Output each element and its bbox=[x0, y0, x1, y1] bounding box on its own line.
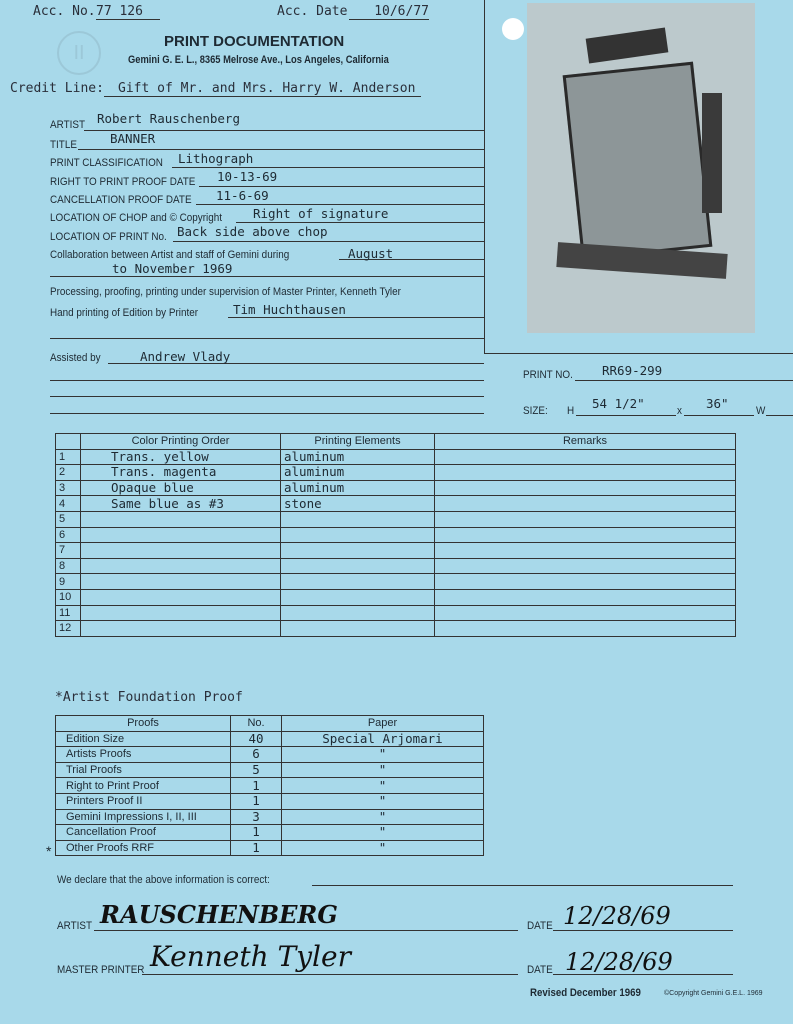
master-printer-signature: Kenneth Tyler bbox=[150, 940, 351, 973]
printer-value: Tim Huchthausen bbox=[233, 302, 346, 317]
remarks-cell bbox=[435, 589, 736, 605]
proof-row bbox=[56, 793, 484, 809]
color-order-cell bbox=[81, 543, 281, 559]
proof-row bbox=[56, 731, 484, 747]
collaboration-value-cont: to November 1969 bbox=[112, 261, 233, 276]
chop-location-value: Right of signature bbox=[253, 206, 389, 221]
remarks-cell bbox=[435, 605, 736, 621]
x-label: x bbox=[677, 405, 682, 417]
row-number: 7 bbox=[56, 543, 81, 559]
color-order-cell bbox=[81, 558, 281, 574]
color-order-cell bbox=[81, 621, 281, 637]
color-order-cell bbox=[81, 511, 281, 527]
paper-cell: " bbox=[282, 825, 484, 841]
color-row bbox=[56, 543, 736, 559]
printing-element-cell bbox=[281, 574, 435, 590]
color-row bbox=[56, 480, 736, 496]
paper-cell: " bbox=[282, 840, 484, 856]
paper-cell: Special Arjomari bbox=[282, 731, 484, 747]
proofs-table bbox=[55, 715, 484, 856]
color-order-cell bbox=[81, 527, 281, 543]
color-printing-table bbox=[55, 433, 736, 637]
acc-no-label: Acc. No. bbox=[33, 4, 96, 19]
proof-row bbox=[56, 825, 484, 841]
header-no: No. bbox=[231, 716, 282, 732]
proof-count-cell: 5 bbox=[231, 762, 282, 778]
color-order-cell: Same blue as #3 bbox=[81, 496, 281, 512]
proof-row bbox=[56, 809, 484, 825]
row-number: 9 bbox=[56, 574, 81, 590]
proof-type-cell: Gemini Impressions I, II, III bbox=[56, 809, 231, 825]
proof-row bbox=[56, 762, 484, 778]
proof-count-cell: 1 bbox=[231, 778, 282, 794]
row-number: 2 bbox=[56, 465, 81, 481]
width-value: 36" bbox=[706, 396, 729, 411]
color-order-cell bbox=[81, 574, 281, 590]
printing-element-cell: aluminum bbox=[281, 480, 435, 496]
processing-text: Processing, proofing, printing under supervision of Master Printer, Kenneth Tyler bbox=[50, 286, 401, 298]
print-no-value: RR69-299 bbox=[602, 363, 663, 378]
color-row bbox=[56, 511, 736, 527]
orange-crate-image bbox=[563, 62, 713, 261]
print-photo bbox=[527, 3, 755, 333]
printer-date: 12/28/69 bbox=[565, 948, 673, 976]
printing-element-cell: aluminum bbox=[281, 465, 435, 481]
color-order-cell: Trans. yellow bbox=[81, 449, 281, 465]
master-printer-label: MASTER PRINTER bbox=[57, 964, 145, 976]
artist-date: 12/28/69 bbox=[563, 902, 671, 930]
proof-count-cell: 40 bbox=[231, 731, 282, 747]
color-order-cell: Trans. magenta bbox=[81, 465, 281, 481]
printing-element-cell: stone bbox=[281, 496, 435, 512]
brush-stroke bbox=[702, 93, 722, 213]
artist-date-label: DATE bbox=[527, 920, 553, 932]
chop-location-label: LOCATION OF CHOP and © Copyright bbox=[50, 212, 222, 224]
proof-type-cell: Cancellation Proof bbox=[56, 825, 231, 841]
header-proofs: Proofs bbox=[56, 716, 231, 732]
color-row bbox=[56, 589, 736, 605]
remarks-cell bbox=[435, 496, 736, 512]
paper-cell: " bbox=[282, 747, 484, 763]
proof-count-cell: 6 bbox=[231, 747, 282, 763]
remarks-cell bbox=[435, 621, 736, 637]
asterisk-mark: * bbox=[46, 843, 52, 859]
row-number: 6 bbox=[56, 527, 81, 543]
header-color-order: Color Printing Order bbox=[81, 434, 281, 450]
color-order-cell bbox=[81, 589, 281, 605]
color-row bbox=[56, 527, 736, 543]
proof-count-cell: 1 bbox=[231, 825, 282, 841]
brush-stroke bbox=[586, 28, 669, 64]
acc-date: 10/6/77 bbox=[349, 4, 429, 20]
row-number: 3 bbox=[56, 480, 81, 496]
credit-line: Gift of Mr. and Mrs. Harry W. Anderson bbox=[104, 81, 421, 97]
row-number: 4 bbox=[56, 496, 81, 512]
color-row bbox=[56, 621, 736, 637]
rtp-date-label: RIGHT TO PRINT PROOF DATE bbox=[50, 176, 196, 188]
printing-element-cell bbox=[281, 558, 435, 574]
title-value: BANNER bbox=[110, 131, 156, 146]
row-number: 1 bbox=[56, 449, 81, 465]
proof-count-cell: 3 bbox=[231, 809, 282, 825]
row-number: 10 bbox=[56, 589, 81, 605]
proof-count-cell: 1 bbox=[231, 793, 282, 809]
proof-type-cell: Edition Size bbox=[56, 731, 231, 747]
color-row bbox=[56, 496, 736, 512]
paper-cell: " bbox=[282, 778, 484, 794]
color-order-cell bbox=[81, 605, 281, 621]
foundation-proof-note: *Artist Foundation Proof bbox=[55, 690, 243, 705]
header-printing-elements: Printing Elements bbox=[281, 434, 435, 450]
remarks-cell bbox=[435, 527, 736, 543]
color-row bbox=[56, 605, 736, 621]
proof-type-cell: Other Proofs RRF bbox=[56, 840, 231, 856]
artist-sign-label: ARTIST bbox=[57, 920, 93, 932]
title-label: TITLE bbox=[50, 139, 77, 151]
printing-element-cell bbox=[281, 527, 435, 543]
artist-label: ARTIST bbox=[50, 119, 86, 131]
collaboration-label: Collaboration between Artist and staff of Gemini during bbox=[50, 249, 290, 261]
row-number: 8 bbox=[56, 558, 81, 574]
remarks-cell bbox=[435, 511, 736, 527]
acc-no: 77 126 bbox=[96, 4, 160, 20]
print-no-label: PRINT NO. bbox=[523, 369, 573, 381]
revised-text: Revised December 1969 bbox=[530, 987, 641, 999]
printing-element-cell bbox=[281, 605, 435, 621]
remarks-cell bbox=[435, 558, 736, 574]
w-label: W bbox=[756, 405, 766, 417]
artist-signature: RAUSCHENBERG bbox=[100, 900, 338, 929]
paper-cell: " bbox=[282, 809, 484, 825]
color-row bbox=[56, 465, 736, 481]
gemini-logo: II bbox=[57, 31, 101, 75]
color-row bbox=[56, 558, 736, 574]
paper-cell: " bbox=[282, 762, 484, 778]
rtp-date-value: 10-13-69 bbox=[217, 169, 278, 184]
proof-type-cell: Trial Proofs bbox=[56, 762, 231, 778]
paper-cell: " bbox=[282, 793, 484, 809]
proof-type-cell: Artists Proofs bbox=[56, 747, 231, 763]
printing-element-cell bbox=[281, 589, 435, 605]
proof-row bbox=[56, 778, 484, 794]
proof-row bbox=[56, 840, 484, 856]
artist-value: Robert Rauschenberg bbox=[97, 111, 240, 126]
print-no-location-label: LOCATION OF PRINT No. bbox=[50, 231, 167, 243]
proof-type-cell: Printers Proof II bbox=[56, 793, 231, 809]
remarks-cell bbox=[435, 574, 736, 590]
assisted-by-value: Andrew Vlady bbox=[140, 349, 231, 364]
classification-label: PRINT CLASSIFICATION bbox=[50, 157, 163, 169]
remarks-cell bbox=[435, 480, 736, 496]
size-label: SIZE: bbox=[523, 405, 548, 417]
color-row bbox=[56, 574, 736, 590]
gemini-address: Gemini G. E. L., 8365 Melrose Ave., Los Angeles, California bbox=[128, 54, 389, 66]
cancellation-date-value: 11-6-69 bbox=[216, 188, 269, 203]
credit-line-label: Credit Line: bbox=[10, 81, 104, 96]
remarks-cell bbox=[435, 543, 736, 559]
row-number: 12 bbox=[56, 621, 81, 637]
proof-count-cell: 1 bbox=[231, 840, 282, 856]
hand-printing-label: Hand printing of Edition by Printer bbox=[50, 307, 199, 319]
acc-date-label: Acc. Date bbox=[277, 4, 348, 19]
proof-type-cell: Right to Print Proof bbox=[56, 778, 231, 794]
color-row bbox=[56, 449, 736, 465]
printing-element-cell bbox=[281, 511, 435, 527]
color-order-cell: Opaque blue bbox=[81, 480, 281, 496]
row-number: 5 bbox=[56, 511, 81, 527]
proof-row bbox=[56, 747, 484, 763]
assisted-by-label: Assisted by bbox=[50, 352, 101, 364]
print-no-location-value: Back side above chop bbox=[177, 224, 328, 239]
printing-element-cell bbox=[281, 621, 435, 637]
row-number: 11 bbox=[56, 605, 81, 621]
remarks-cell bbox=[435, 449, 736, 465]
classification-value: Lithograph bbox=[178, 151, 254, 166]
printer-date-label: DATE bbox=[527, 964, 553, 976]
height-label: H bbox=[567, 405, 575, 417]
printing-element-cell: aluminum bbox=[281, 449, 435, 465]
height-value: 54 1/2" bbox=[592, 396, 645, 411]
copyright-text: ©Copyright Gemini G.E.L. 1969 bbox=[664, 990, 763, 997]
remarks-cell bbox=[435, 465, 736, 481]
header-remarks: Remarks bbox=[435, 434, 736, 450]
header-paper: Paper bbox=[282, 716, 484, 732]
cancellation-date-label: CANCELLATION PROOF DATE bbox=[50, 194, 192, 206]
printing-element-cell bbox=[281, 543, 435, 559]
collaboration-value: August bbox=[348, 246, 394, 261]
declaration-text: We declare that the above information is correct: bbox=[57, 874, 270, 886]
form-title: PRINT DOCUMENTATION bbox=[164, 33, 345, 50]
